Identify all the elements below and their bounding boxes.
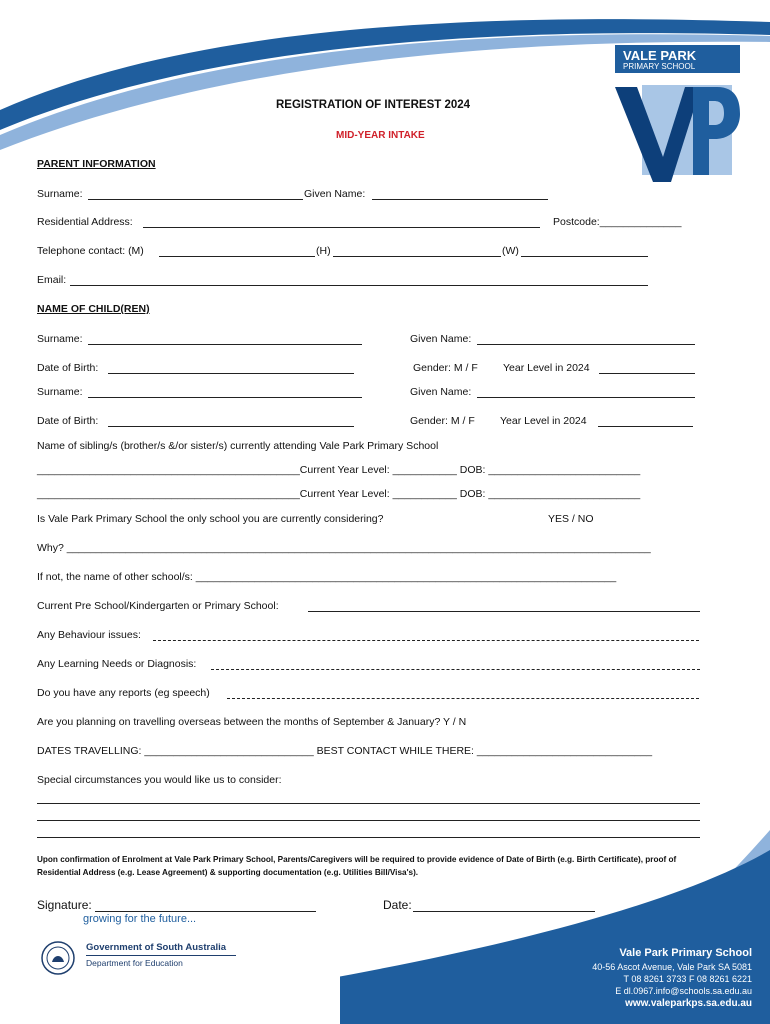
child-dob-field[interactable] xyxy=(108,373,354,374)
child2-surname-field[interactable] xyxy=(88,397,362,398)
child-year-level-field[interactable] xyxy=(599,373,695,374)
email-label: Email: xyxy=(37,274,67,286)
footer-website[interactable]: www.valeparkps.sa.edu.au xyxy=(625,998,752,1009)
footer-address: 40-56 Ascot Avenue, Vale Park SA 5081 xyxy=(592,962,752,972)
special-line-2[interactable] xyxy=(37,820,700,821)
child2-dob-label: Date of Birth: xyxy=(37,415,99,427)
special-line-1[interactable] xyxy=(37,803,700,804)
gov-line-2: Department for Education xyxy=(86,958,183,968)
gov-sa-logo xyxy=(40,940,240,976)
address-label: Residential Address: xyxy=(37,216,133,228)
address-field[interactable] xyxy=(143,227,540,228)
why-field[interactable]: Why? ____________________________________________________________________________________________________ xyxy=(37,542,651,554)
behaviour-label: Any Behaviour issues: xyxy=(37,629,141,641)
child-section-heading: NAME OF CHILD(REN) xyxy=(37,303,150,315)
reports-label: Do you have any reports (eg speech) xyxy=(37,687,210,699)
child2-given-name-label: Given Name: xyxy=(410,386,472,398)
school-logo xyxy=(615,45,740,185)
footer-email[interactable]: E dl.0967.info@schools.sa.edu.au xyxy=(615,986,752,996)
child2-surname-label: Surname: xyxy=(37,386,83,398)
siblings-question: Name of sibling/s (brother/s &/or sister/s) currently attending Vale Park Primary School xyxy=(37,440,439,452)
telephone-label: Telephone contact: (M) xyxy=(37,245,144,257)
parent-given-name-label: Given Name: xyxy=(304,188,366,200)
current-school-field[interactable] xyxy=(308,611,700,612)
footer-school-name: Vale Park Primary School xyxy=(619,947,752,959)
form-subtitle: MID-YEAR INTAKE xyxy=(336,130,425,141)
evidence-notice: Upon confirmation of Enrolment at Vale Park Primary School, Parents/Caregivers will be required to provide evidence of Date of Birth (e.g. Birth Certificate), proof of Residential Address (e.g. Lease Agreement) & supporting documentation (e.g. Utilities Bill/Visa's). xyxy=(37,855,677,877)
logo-name-line1: VALE PARK xyxy=(623,48,697,63)
telephone-w-label: (W) xyxy=(502,245,519,257)
telephone-h-field[interactable] xyxy=(333,256,501,257)
only-school-question: Is Vale Park Primary School the only school you are currently considering? xyxy=(37,513,384,525)
child2-dob-field[interactable] xyxy=(108,426,354,427)
child-dob-label: Date of Birth: xyxy=(37,362,99,374)
child-surname-field[interactable] xyxy=(88,344,362,345)
dates-travelling-field[interactable]: DATES TRAVELLING: _____________________________ BEST CONTACT WHILE THERE: ______________________________ xyxy=(37,745,653,757)
only-school-yes-no[interactable]: YES / NO xyxy=(548,513,594,525)
parent-surname-label: Surname: xyxy=(37,188,83,200)
sibling-row-1[interactable]: _____________________________________________Current Year Level: ___________ DOB: __________________________ xyxy=(37,464,641,476)
learning-label: Any Learning Needs or Diagnosis: xyxy=(37,658,197,670)
tagline: growing for the future... xyxy=(83,913,197,925)
child-gender[interactable]: Gender: M / F xyxy=(413,362,478,374)
date-label: Date: xyxy=(383,898,412,912)
gov-line-1: Government of South Australia xyxy=(86,942,227,953)
reports-field[interactable] xyxy=(227,698,699,699)
current-school-label: Current Pre School/Kindergarten or Primary School: xyxy=(37,600,279,612)
child-year-level-label: Year Level in 2024 xyxy=(503,362,590,374)
state-crest-icon xyxy=(40,940,76,976)
parent-section-heading: PARENT INFORMATION xyxy=(37,158,156,170)
child2-year-level-label: Year Level in 2024 xyxy=(500,415,587,427)
email-field[interactable] xyxy=(70,285,648,286)
parent-surname-field[interactable] xyxy=(88,199,303,200)
child-given-name-label: Given Name: xyxy=(410,333,472,345)
signature-label: Signature: xyxy=(37,898,92,912)
travel-question[interactable]: Are you planning on travelling overseas between the months of September & January? Y / N xyxy=(37,716,467,728)
child-given-name-field[interactable] xyxy=(477,344,695,345)
logo-vp-mark xyxy=(615,77,740,185)
child2-given-name-field[interactable] xyxy=(477,397,695,398)
sibling-row-2[interactable]: _____________________________________________Current Year Level: ___________ DOB: __________________________ xyxy=(37,488,641,500)
other-school-field[interactable]: If not, the name of other school/s: ________________________________________________________________________ xyxy=(37,571,617,583)
gov-divider xyxy=(86,955,236,956)
child2-gender[interactable]: Gender: M / F xyxy=(410,415,475,427)
telephone-w-field[interactable] xyxy=(521,256,648,257)
postcode-label[interactable]: Postcode:______________ xyxy=(553,216,682,228)
child2-year-level-field[interactable] xyxy=(598,426,693,427)
child-surname-label: Surname: xyxy=(37,333,83,345)
date-field[interactable] xyxy=(413,911,595,912)
behaviour-field[interactable] xyxy=(153,640,699,641)
footer-phone: T 08 8261 3733 F 08 8261 6221 xyxy=(623,974,752,984)
form-title: REGISTRATION OF INTEREST 2024 xyxy=(276,99,471,111)
parent-given-name-field[interactable] xyxy=(372,199,548,200)
telephone-h-label: (H) xyxy=(316,245,331,257)
logo-name-line2: PRIMARY SCHOOL xyxy=(623,62,696,71)
telephone-m-field[interactable] xyxy=(159,256,315,257)
signature-field[interactable] xyxy=(95,911,316,912)
special-circumstances-label: Special circumstances you would like us to consider: xyxy=(37,774,282,786)
learning-field[interactable] xyxy=(211,669,700,670)
